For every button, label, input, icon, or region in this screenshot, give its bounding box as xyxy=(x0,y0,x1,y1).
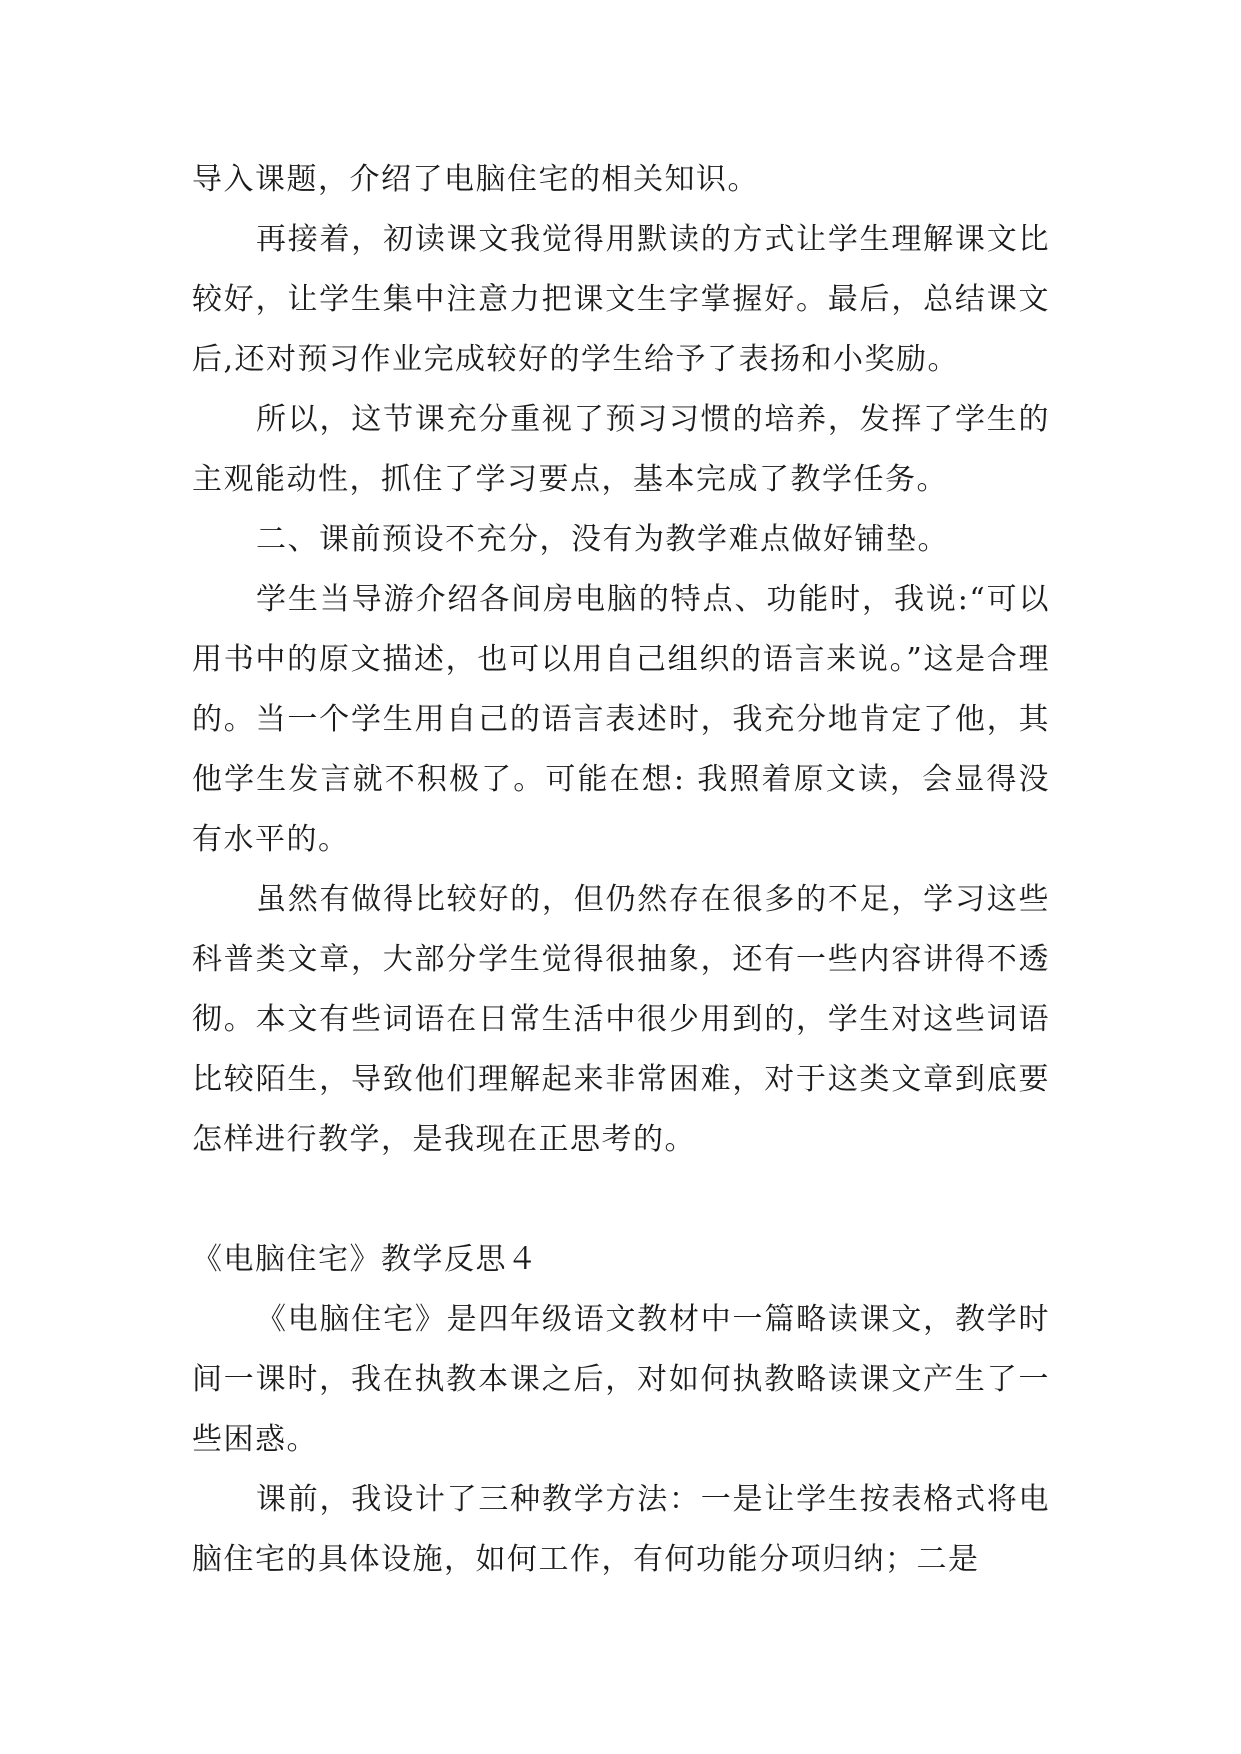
paragraph-point-two-heading: 二、课前预设不充分，没有为教学难点做好铺垫。 xyxy=(256,522,949,557)
paragraph-reflection-intro: 《电脑住宅》是四年级语文教材中一篇略读课文，教学时间一课时，我在执教本课之后，对如何执教略读课文产生了一些困惑。 xyxy=(192,1302,1050,1457)
paragraph-preview-habit: 所以，这节课充分重视了预习习惯的培养，发挥了学生的主观能动性，抓住了学习要点，基本完成了教学任务。 xyxy=(192,402,1050,497)
paragraph-reading-method: 再接着，初读课文我觉得用默读的方式让学生理解课文比较好，让学生集中注意力把课文生字掌握好。最后，总结课文后,还对预习作业完成较好的学生给予了表扬和小奖励。 xyxy=(192,222,1050,377)
paragraph-intro-continuation: 导入课题，介绍了电脑住宅的相关知识。 xyxy=(192,162,759,197)
paragraph-teaching-methods: 课前，我设计了三种教学方法：一是让学生按表格式将电脑住宅的具体设施，如何工作，有何功能分项归纳；二是 xyxy=(192,1482,1050,1577)
section-spacer xyxy=(192,1170,1050,1230)
paragraph-shortcomings: 虽然有做得比较好的，但仍然存在很多的不足，学习这些科普类文章，大部分学生觉得很抽象，还有一些内容讲得不透彻。本文有些词语在日常生活中很少用到的，学生对这些词语比较陌生，导致他们理解起来非常困难，对于这类文章到底要怎样进行教学，是我现在正思考的。 xyxy=(192,882,1050,1157)
document-body xyxy=(192,150,1050,1590)
section-title: 《电脑住宅》教学反思４ xyxy=(192,1242,539,1277)
paragraph-tour-guide: 学生当导游介绍各间房电脑的特点、功能时，我说:“可以用书中的原文描述，也可以用自己组织的语言来说。”这是合理的。当一个学生用自己的语言表述时，我充分地肯定了他，其他学生发言就不积极了。可能在想: 我照着原文读，会显得没有水平的。 xyxy=(192,582,1050,857)
